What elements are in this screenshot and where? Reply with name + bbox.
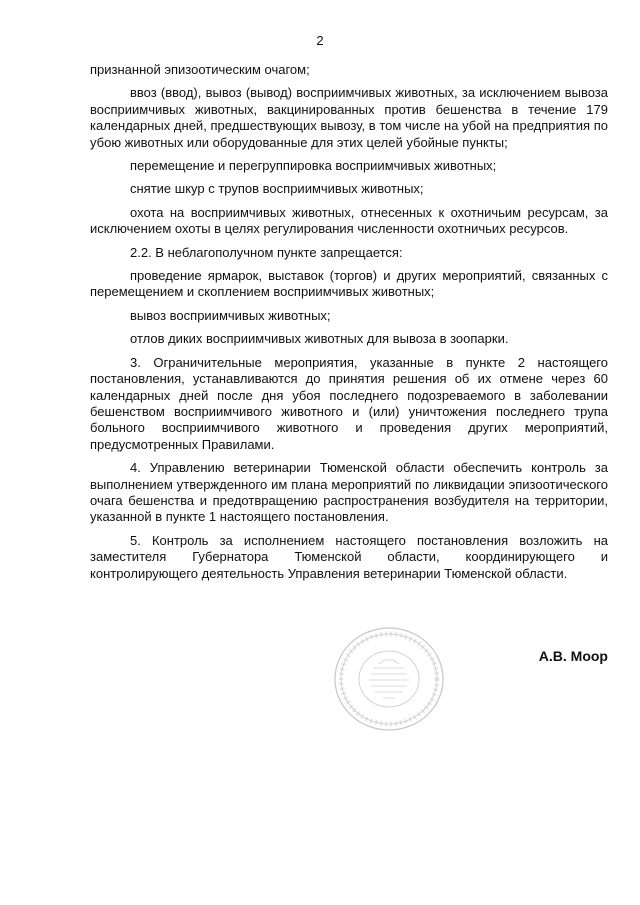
official-seal-icon: [333, 626, 445, 732]
paragraph-11: 4. Управлению ветеринарии Тюменской области обеспечить контроль за выполнением утвержденного им плана мероприятий по ликвидации эпизоотического очага бешенства и предотвращению распространения возбудителя на территории, указанной в пункте 1 настоящего постановления.: [90, 460, 608, 525]
paragraph-10: 3. Ограничительные мероприятия, указанные в пункте 2 настоящего постановления, устанавливаются до принятия решения об их отмене через 60 календарных дней после дня убоя последнего подозреваемого в заболевании бешенством восприимчивого животного и (или) уничтожения последнего трупа больного восприимчивого животного и проведения других мероприятий, предусмотренных Правилами.: [90, 354, 608, 452]
paragraph-5: охота на восприимчивых животных, отнесенных к охотничьим ресурсам, за исключением охоты в целях регулирования численности охотничьих ресурсов.: [90, 204, 608, 237]
paragraph-9: отлов диких восприимчивых животных для вывоза в зоопарки.: [130, 331, 509, 347]
page-number: 2: [316, 33, 324, 48]
document-body: [90, 62, 608, 589]
paragraph-7: проведение ярмарок, выставок (торгов) и других мероприятий, связанных с перемещением и скоплением восприимчивых животных;: [90, 268, 608, 300]
paragraph-1: признанной эпизоотическим очагом;: [90, 62, 310, 77]
signature-name: А.В. Моор: [538, 648, 608, 664]
paragraph-12: 5. Контроль за исполнением настоящего постановления возложить на заместителя Губернатора Тюменской области, координирующего и контролирующего деятельность Управления ветеринарии Тюменской области.: [90, 532, 608, 581]
paragraph-2: ввоз (ввод), вывоз (вывод) восприимчивых животных, за исключением вывоза восприимчивых животных, вакцинированных против бешенства в течение 179 календарных дней, предшествующих вывозу, в том числе на убой на предприятия по убою животных или оборудованные для этих целей убойные пункты;: [90, 85, 608, 150]
paragraph-4: снятие шкур с трупов восприимчивых животных;: [130, 181, 424, 197]
paragraph-8: вывоз восприимчивых животных;: [130, 307, 331, 323]
paragraph-3: перемещение и перегруппировка восприимчивых животных;: [130, 158, 497, 174]
paragraph-6: 2.2. В неблагополучном пункте запрещается:: [130, 244, 403, 260]
